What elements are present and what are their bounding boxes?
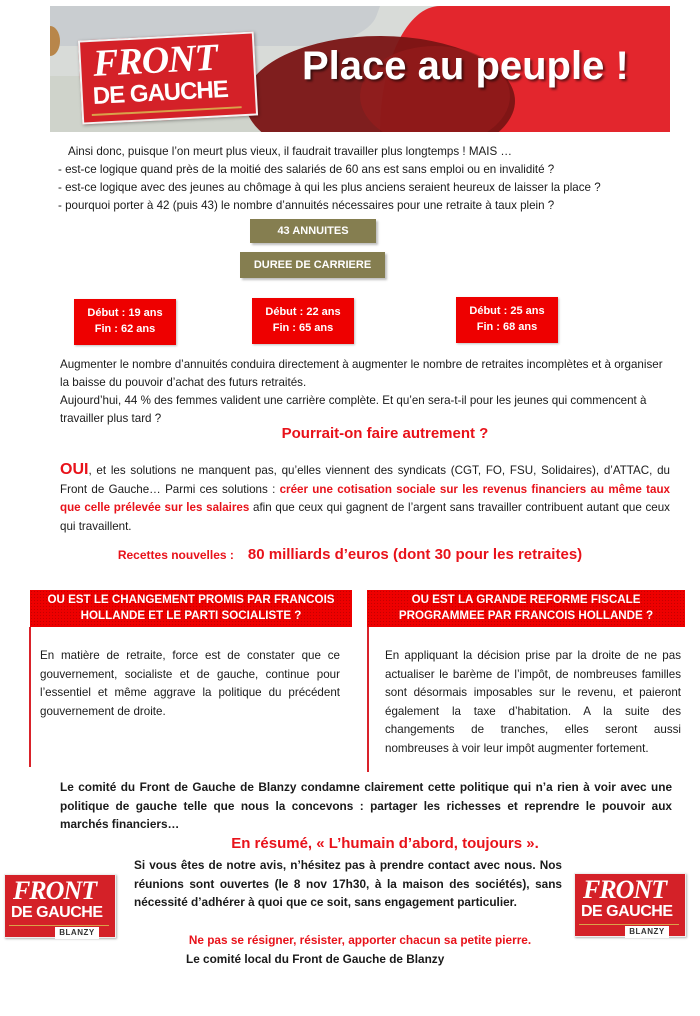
box-heading-changement: OU EST LE CHANGEMENT PROMIS PAR FRANCOIS HOLLANDE ET LE PARTI SOCIALISTE ? xyxy=(30,590,352,627)
career-end: Fin : 65 ans xyxy=(272,322,334,334)
career-box xyxy=(456,297,558,343)
resume-slogan: En résumé, « L’humain d’abord, toujours ». xyxy=(231,835,539,852)
career-box xyxy=(252,298,354,344)
box-heading-reforme-fiscale: OU EST LA GRANDE REFORME FISCALE PROGRAMMEE PAR FRANCOIS HOLLANDE ? xyxy=(367,590,685,627)
oui-emphasis: OUI xyxy=(60,461,89,478)
highlighted-solution: créer une cotisation sociale sur les revenus financiers au même taux que celle prélevée sur les salaires xyxy=(60,482,671,514)
box-text-reforme-fiscale: En appliquant la décision prise par la droite de ne pas actualiser le barème de l’impôt, de nombreuses familles sont désormais imposables sur le revenu, et paieront également la taxe d’habitation. A la suite des changements de tranches, elles seront aussi nombreuses à voir leur impôt augmenter fortement. xyxy=(385,649,681,755)
front-de-gauche-logo xyxy=(78,31,258,124)
career-start: Début : 19 ans xyxy=(87,307,163,319)
logo-tag-blanzy: BLANZY xyxy=(625,926,669,938)
career-box xyxy=(74,299,176,345)
paragraph-text: afin que ceux qui gagnent de l’argent sans travailler contribuent autant que ceux qui travaillent. xyxy=(60,501,670,533)
intro-line: Ainsi donc, puisque l’on meurt plus vieux, il faudrait travailler plus longtemps ! MAIS … xyxy=(68,145,512,158)
logo-underline xyxy=(579,924,679,925)
page-title: Place au peuple ! xyxy=(302,44,629,88)
box-border xyxy=(29,627,31,767)
recettes-value: 80 milliards d’euros (dont 30 pour les retraites) xyxy=(247,546,583,563)
logo-text-front: FRONT xyxy=(583,875,667,904)
logo-tag-blanzy: BLANZY xyxy=(55,927,99,939)
front-de-gauche-blanzy-logo-left xyxy=(4,874,116,938)
career-end: Fin : 68 ans xyxy=(476,321,538,333)
annuites-paragraph xyxy=(60,356,670,428)
logo-text-de-gauche: DE GAUCHE xyxy=(581,903,673,920)
signature: Le comité local du Front de Gauche de Blanzy xyxy=(186,952,445,966)
recettes-label: Recettes nouvelles : xyxy=(117,548,234,562)
logo-text-de-gauche: DE GAUCHE xyxy=(11,904,103,921)
logo-text-front: FRONT xyxy=(13,876,97,905)
conclusion-paragraph: Le comité du Front de Gauche de Blanzy condamne clairement cette politique qui n’a rien à voir avec une politique de gauche telle que nous la concevons : partager les richesses et reprendre le pouvoir aux marchés financiers… xyxy=(60,780,672,831)
paragraph-text: Aujourd’hui, 44 % des femmes valident une carrière complète. Et qu’en sera-t-il pour les jeunes qui commencent à travailler plus tard ? xyxy=(60,394,647,425)
intro-line: - est-ce logique avec des jeunes au chômage à qui les plus anciens seraient heureux de laisser la place ? xyxy=(58,181,601,194)
box-text-changement: En matière de retraite, force est de constater que ce gouvernement, socialiste et de gauche, continue pour l’essentiel et même aggrave la politique du précédent gouvernement de droite. xyxy=(40,649,340,718)
annuites-box: 43 ANNUITES xyxy=(250,219,376,243)
box-border xyxy=(367,627,369,772)
resistance-slogan: Ne pas se résigner, résister, apporter chacun sa petite pierre. xyxy=(188,933,532,947)
logo-text-de-gauche: DE GAUCHE xyxy=(92,75,229,110)
career-end: Fin : 62 ans xyxy=(94,323,156,335)
intro-text xyxy=(58,143,678,215)
intro-line: - pourquoi porter à 42 (puis 43) le nombre d’annuités nécessaires pour une retraite à taux plein ? xyxy=(58,199,555,212)
logo-underline xyxy=(9,925,109,926)
duree-carriere-box: DUREE DE CARRIERE xyxy=(240,252,385,278)
solutions-paragraph xyxy=(60,461,670,536)
section-question: Pourrait-on faire autrement ? xyxy=(281,425,489,442)
logo-text-front: FRONT xyxy=(92,36,218,85)
paragraph-text: Augmenter le nombre d’annuités conduira directement à augmenter le nombre de retraites incomplètes et à organiser la baisse du pouvoir d’achat des futurs retraités. xyxy=(60,358,663,389)
career-start: Début : 25 ans xyxy=(469,305,545,317)
paragraph-text: , et les solutions ne manquent pas, qu’elles viennent des syndicats (CGT, FO, FSU, Solidaires), d’ATTAC, du Front de Gauche… Parmi ces solutions : xyxy=(60,464,670,496)
front-de-gauche-blanzy-logo-right xyxy=(574,873,686,937)
career-start: Début : 22 ans xyxy=(265,306,341,318)
intro-line: - est-ce logique quand près de la moitié des salariés de 60 ans est sans emploi ou en invalidité ? xyxy=(58,163,555,176)
header-banner xyxy=(50,6,670,132)
contact-paragraph: Si vous êtes de notre avis, n’hésitez pas à prendre contact avec nous. Nos réunions sont ouvertes (le 8 nov 17h30, à la maison des sociétés), sans nécessité d’adhérer à quoi que ce soit, sans engagement particulier. xyxy=(134,858,562,909)
recettes-line xyxy=(0,546,700,563)
